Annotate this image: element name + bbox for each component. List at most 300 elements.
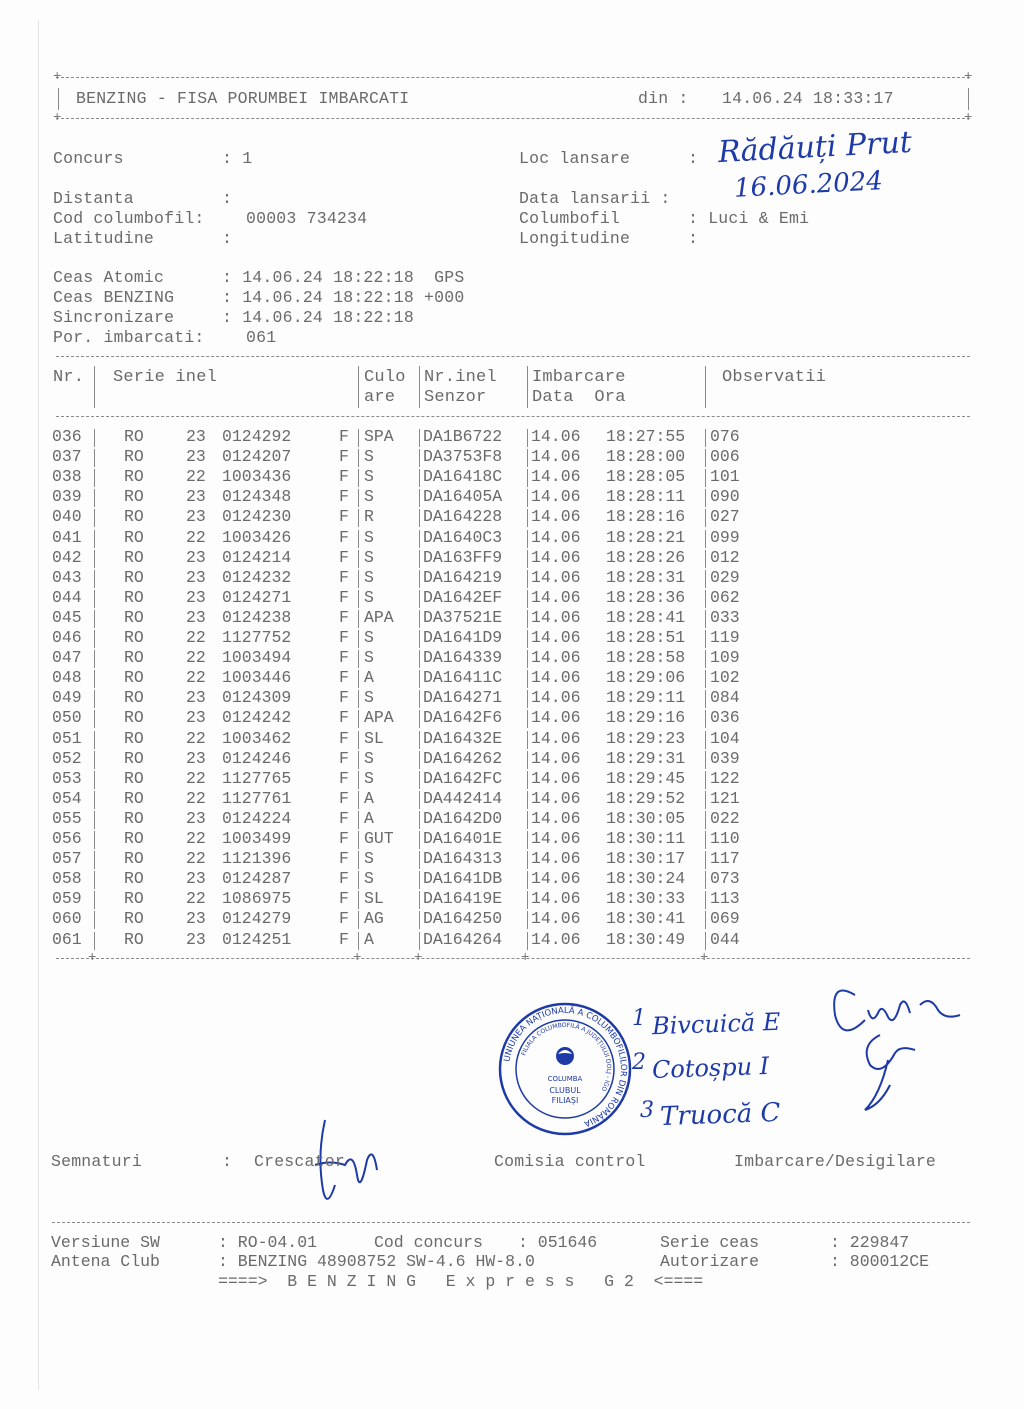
cell-data: 14.06 <box>531 808 581 828</box>
col-divider <box>358 731 359 749</box>
col-divider <box>358 690 359 708</box>
col-divider <box>94 851 95 869</box>
col-divider <box>358 489 359 507</box>
col-divider <box>419 449 420 467</box>
cell-observatii: 076 <box>710 427 740 446</box>
cell-serie: 0124287 <box>222 869 292 889</box>
table-row <box>52 648 972 668</box>
cell-observatii: 084 <box>710 688 740 708</box>
cell-serie: 0124271 <box>222 587 292 607</box>
cell-culoare: S <box>364 547 374 567</box>
col-divider <box>94 650 95 668</box>
distanta-value: : <box>222 189 233 208</box>
cell-nr: 059 <box>52 889 82 909</box>
cell-ora: 18:28:31 <box>606 567 686 587</box>
semnaturi-colon: : <box>222 1152 233 1171</box>
cell-tara: RO <box>124 628 144 647</box>
cell-sex: F <box>339 768 349 788</box>
cell-tara: RO <box>124 909 144 929</box>
cell-observatii: 099 <box>710 527 740 547</box>
antena-label: Antena Club <box>51 1252 160 1271</box>
col-divider <box>94 690 95 708</box>
signature-scribble-right <box>820 965 970 1145</box>
cell-observatii: 044 <box>710 929 740 949</box>
col-divider <box>419 509 420 527</box>
col-divider <box>527 911 528 929</box>
cell-nr: 040 <box>52 507 82 527</box>
col-divider <box>94 550 95 568</box>
cell-data: 14.06 <box>531 668 581 688</box>
cell-nr: 053 <box>52 768 82 788</box>
commission-member-1: Bivcuică E <box>651 1007 781 1041</box>
header-right-bar <box>968 88 969 110</box>
col-divider <box>705 610 706 628</box>
cell-data: 14.06 <box>531 708 581 728</box>
cell-ora: 18:28:11 <box>606 487 686 507</box>
cell-sex: F <box>339 889 349 909</box>
col-divider <box>705 469 706 487</box>
columbofil-label: Columbofil <box>519 209 621 228</box>
table-row <box>52 467 972 487</box>
cell-senzor: DA16418C <box>423 467 503 487</box>
col-divider <box>358 650 359 668</box>
club-stamp <box>498 1002 632 1136</box>
col-divider <box>419 429 420 447</box>
col-divider <box>527 831 528 849</box>
versiune-label: Versiune SW <box>51 1233 160 1252</box>
cell-an: 23 <box>186 567 206 587</box>
cell-sex: F <box>339 587 349 607</box>
cell-an: 23 <box>186 808 206 828</box>
col-divider <box>358 851 359 869</box>
col-divider <box>419 469 420 487</box>
col-divider <box>527 670 528 688</box>
cell-senzor: DA16401E <box>423 829 503 848</box>
cell-serie: 1086975 <box>222 889 292 909</box>
cell-an: 23 <box>186 748 206 768</box>
col-divider <box>94 751 95 769</box>
commission-number-1: 1 <box>632 1006 646 1031</box>
col-divider <box>527 932 528 950</box>
cell-senzor: DA1641DB <box>423 869 503 889</box>
cell-sex: F <box>339 829 349 848</box>
cell-data: 14.06 <box>531 849 581 869</box>
cell-an: 23 <box>186 688 206 708</box>
col-divider <box>419 690 420 708</box>
cell-observatii: 104 <box>710 728 740 748</box>
col-divider <box>705 590 706 608</box>
columbofil-value: : Luci & Emi <box>688 209 810 228</box>
col-divider <box>705 670 706 688</box>
cell-serie: 0124251 <box>222 929 292 949</box>
col-divider <box>94 771 95 789</box>
cell-ora: 18:30:33 <box>606 889 686 909</box>
cell-an: 23 <box>186 909 206 929</box>
col-divider <box>94 449 95 467</box>
cell-data: 14.06 <box>531 467 581 487</box>
table-bottom-border <box>56 958 970 959</box>
cell-observatii: 022 <box>710 808 740 828</box>
col-divider <box>419 751 420 769</box>
cell-nr: 058 <box>52 869 82 889</box>
table-row <box>52 869 972 889</box>
cell-nr: 045 <box>52 607 82 627</box>
col-divider <box>358 469 359 487</box>
cell-culoare: S <box>364 648 374 668</box>
cod-columbofil-label: Cod columbofil: <box>53 209 205 228</box>
col-divider <box>527 469 528 487</box>
col-header-culoare-2: are <box>364 388 396 407</box>
cell-observatii: 110 <box>710 829 740 848</box>
col-divider <box>358 791 359 809</box>
cell-ora: 18:29:31 <box>606 748 686 768</box>
cell-senzor: DA37521E <box>423 607 503 627</box>
cell-tara: RO <box>124 507 144 527</box>
cell-senzor: DA164339 <box>423 648 503 668</box>
cell-sex: F <box>339 849 349 869</box>
table-row <box>52 809 972 829</box>
cell-an: 23 <box>186 487 206 507</box>
table-row <box>52 789 972 809</box>
latitudine-value: : <box>222 229 233 248</box>
cell-serie: 1127761 <box>222 788 292 808</box>
cell-senzor: DA1642FC <box>423 768 503 788</box>
loc-lansare-handwritten: Rădăuți Prut <box>717 124 913 171</box>
cell-sex: F <box>339 808 349 828</box>
versiune-value: : RO-04.01 <box>218 1233 318 1252</box>
cell-observatii: 027 <box>710 507 740 527</box>
cell-serie: 0124242 <box>222 708 292 728</box>
cell-an: 22 <box>186 889 206 909</box>
col-divider <box>358 871 359 889</box>
cell-tara: RO <box>124 728 144 748</box>
longitudine-value: : <box>688 229 699 248</box>
col-divider <box>358 891 359 909</box>
cell-culoare: S <box>364 567 374 587</box>
cell-ora: 18:29:06 <box>606 668 686 688</box>
table-header-border <box>56 416 970 417</box>
cell-culoare: S <box>364 447 374 467</box>
col-divider <box>419 630 420 648</box>
cell-tara: RO <box>124 829 144 848</box>
cell-ora: 18:28:00 <box>606 447 686 467</box>
commission-member-3: Truocă C <box>659 1097 781 1133</box>
antena-value: : BENZING 48908752 SW-4.6 HW-8.0 <box>218 1252 535 1271</box>
cell-senzor: DA1642F6 <box>423 708 503 728</box>
cell-sex: F <box>339 648 349 668</box>
cell-nr: 036 <box>52 427 82 446</box>
cell-tara: RO <box>124 929 144 949</box>
corner-plus: + <box>53 110 62 126</box>
cell-data: 14.06 <box>531 527 581 547</box>
col-divider <box>527 791 528 809</box>
col-divider <box>358 570 359 588</box>
col-divider <box>705 891 706 909</box>
cell-observatii: 090 <box>710 487 740 507</box>
cell-nr: 048 <box>52 668 82 688</box>
cell-data: 14.06 <box>531 507 581 527</box>
cell-senzor: DA164313 <box>423 849 503 869</box>
col-divider <box>705 710 706 728</box>
col-divider <box>527 811 528 829</box>
corner-plus: + <box>88 950 97 966</box>
col-divider <box>94 891 95 909</box>
corner-plus: + <box>53 69 62 85</box>
table-row <box>52 688 972 708</box>
cell-observatii: 039 <box>710 748 740 768</box>
cell-sex: F <box>339 869 349 889</box>
cell-observatii: 102 <box>710 668 740 688</box>
col-divider <box>94 831 95 849</box>
cell-nr: 051 <box>52 728 82 748</box>
col-divider <box>94 731 95 749</box>
cell-sex: F <box>339 748 349 768</box>
col-divider <box>705 570 706 588</box>
col-divider <box>705 509 706 527</box>
col-divider <box>527 871 528 889</box>
cell-tara: RO <box>124 607 144 627</box>
col-divider <box>419 911 420 929</box>
cell-an: 23 <box>186 547 206 567</box>
cell-senzor: DA1640C3 <box>423 527 503 547</box>
cell-culoare: R <box>364 507 374 527</box>
cell-ora: 18:28:36 <box>606 587 686 607</box>
cell-data: 14.06 <box>531 688 581 708</box>
table-row <box>52 849 972 869</box>
cell-culoare: AG <box>364 909 384 929</box>
col-divider <box>527 891 528 909</box>
col-divider <box>527 366 528 408</box>
cell-data: 14.06 <box>531 768 581 788</box>
cell-nr: 060 <box>52 909 82 929</box>
cell-sex: F <box>339 427 349 446</box>
table-row <box>52 548 972 568</box>
corner-plus: + <box>700 950 709 966</box>
col-divider <box>527 509 528 527</box>
cell-tara: RO <box>124 849 144 869</box>
ceas-benzing-value: : 14.06.24 18:22:18 +000 <box>222 288 465 307</box>
cell-sex: F <box>339 607 349 627</box>
col-divider <box>419 650 420 668</box>
cell-senzor: DA164264 <box>423 929 503 949</box>
col-divider <box>94 932 95 950</box>
cell-sex: F <box>339 909 349 929</box>
document-title: BENZING - FISA PORUMBEI IMBARCATI <box>76 89 410 108</box>
ceas-atomic-label: Ceas Atomic <box>53 268 165 287</box>
col-divider <box>358 610 359 628</box>
cell-nr: 054 <box>52 788 82 808</box>
cell-culoare: A <box>364 788 374 808</box>
col-divider <box>419 489 420 507</box>
cell-data: 14.06 <box>531 909 581 929</box>
col-divider <box>419 366 420 408</box>
cell-data: 14.06 <box>531 547 581 567</box>
cell-senzor: DA164250 <box>423 909 503 929</box>
cell-observatii: 029 <box>710 567 740 587</box>
cell-ora: 18:30:24 <box>606 869 686 889</box>
col-divider <box>527 590 528 608</box>
col-divider <box>94 509 95 527</box>
cell-serie: 0124279 <box>222 909 292 929</box>
col-divider <box>527 851 528 869</box>
cell-tara: RO <box>124 768 144 788</box>
cell-observatii: 012 <box>710 547 740 567</box>
cell-culoare: SL <box>364 889 384 909</box>
por-imbarcati-label: Por. imbarcati: <box>53 328 205 347</box>
cell-serie: 1121396 <box>222 849 292 869</box>
cell-data: 14.06 <box>531 748 581 768</box>
table-row <box>52 507 972 527</box>
cell-serie: 1127765 <box>222 768 292 788</box>
cell-serie: 0124214 <box>222 547 292 567</box>
cell-tara: RO <box>124 648 144 668</box>
col-divider <box>358 449 359 467</box>
cell-tara: RO <box>124 869 144 889</box>
cell-data: 14.06 <box>531 587 581 607</box>
cell-serie: 0124292 <box>222 427 292 446</box>
col-divider <box>94 469 95 487</box>
serie-ceas-value: : 229847 <box>830 1233 910 1252</box>
data-lansarii-handwritten: 16.06.2024 <box>733 166 884 204</box>
cell-nr: 055 <box>52 808 82 828</box>
col-divider <box>527 449 528 467</box>
cell-serie: 1003462 <box>222 728 292 748</box>
col-divider <box>705 630 706 648</box>
header-left-bar <box>58 88 59 110</box>
col-divider <box>358 831 359 849</box>
cell-culoare: A <box>364 668 374 688</box>
cell-an: 23 <box>186 427 206 446</box>
cell-culoare: A <box>364 929 374 949</box>
cell-sex: F <box>339 788 349 808</box>
latitudine-label: Latitudine <box>53 229 155 248</box>
footer-top-border <box>52 1222 970 1223</box>
distanta-label: Distanta <box>53 189 134 208</box>
cell-ora: 18:29:16 <box>606 708 686 728</box>
table-row <box>52 427 972 447</box>
col-divider <box>527 771 528 789</box>
header-bottom-border <box>56 118 970 119</box>
cell-serie: 0124309 <box>222 688 292 708</box>
cell-senzor: DA1642EF <box>423 587 503 607</box>
cell-nr: 043 <box>52 567 82 587</box>
cell-observatii: 121 <box>710 788 740 808</box>
cell-data: 14.06 <box>531 929 581 949</box>
col-divider <box>419 771 420 789</box>
col-divider <box>419 851 420 869</box>
col-divider <box>419 891 420 909</box>
cell-tara: RO <box>124 547 144 567</box>
cell-serie: 0124246 <box>222 748 292 768</box>
table-row <box>52 769 972 789</box>
cell-an: 23 <box>186 607 206 627</box>
cell-tara: RO <box>124 587 144 607</box>
col-divider <box>94 610 95 628</box>
loc-lansare-colon: : <box>688 149 699 168</box>
benzing-banner: ====> B E N Z I N G E x p r e s s G 2 <==== <box>218 1272 704 1291</box>
cell-senzor: DA3753F8 <box>423 447 503 467</box>
col-divider <box>94 366 95 408</box>
cell-ora: 18:29:45 <box>606 768 686 788</box>
col-divider <box>419 831 420 849</box>
table-row <box>52 568 972 588</box>
cell-ora: 18:30:11 <box>606 829 686 848</box>
cell-tara: RO <box>124 427 144 446</box>
cod-concurs-label: Cod concurs <box>374 1233 483 1252</box>
col-divider <box>358 811 359 829</box>
cell-serie: 0124232 <box>222 567 292 587</box>
cell-data: 14.06 <box>531 447 581 467</box>
cod-columbofil-value: 00003 734234 <box>246 209 368 228</box>
cell-sex: F <box>339 547 349 567</box>
col-divider <box>358 771 359 789</box>
cell-sex: F <box>339 487 349 507</box>
cell-serie: 1003446 <box>222 668 292 688</box>
longitudine-label: Longitudine <box>519 229 631 248</box>
cell-culoare: S <box>364 688 374 708</box>
cell-senzor: DA1B6722 <box>423 427 503 446</box>
col-divider <box>705 690 706 708</box>
cell-observatii: 119 <box>710 628 740 647</box>
col-divider <box>94 630 95 648</box>
table-row <box>52 889 972 909</box>
col-header-serie-inel: Serie inel <box>113 368 218 387</box>
cell-ora: 18:30:05 <box>606 808 686 828</box>
cell-serie: 0124224 <box>222 808 292 828</box>
cell-nr: 044 <box>52 587 82 607</box>
corner-plus: + <box>353 950 362 966</box>
col-divider <box>358 550 359 568</box>
col-divider <box>705 530 706 548</box>
col-divider <box>358 932 359 950</box>
cell-nr: 047 <box>52 648 82 668</box>
concurs-label: Concurs <box>53 149 124 168</box>
commission-member-2: Cotoșpu I <box>651 1051 770 1085</box>
col-divider <box>705 831 706 849</box>
col-divider <box>705 366 706 408</box>
cell-senzor: DA16419E <box>423 889 503 909</box>
col-divider <box>705 871 706 889</box>
din-timestamp: 14.06.24 18:33:17 <box>722 89 894 108</box>
stamp-outer-text: UNIUNEA NAȚIONALĂ A COLUMBOFILILOR DIN ROMÂNIA <box>502 1005 629 1129</box>
col-divider <box>419 550 420 568</box>
cell-ora: 18:29:23 <box>606 728 686 748</box>
cell-senzor: DA16432E <box>423 728 503 748</box>
cell-serie: 0124348 <box>222 487 292 507</box>
cell-serie: 1003436 <box>222 467 292 487</box>
scan-edge <box>38 20 39 1390</box>
cell-tara: RO <box>124 708 144 728</box>
cell-observatii: 036 <box>710 708 740 728</box>
cell-nr: 052 <box>52 748 82 768</box>
cell-serie: 0124207 <box>222 447 292 467</box>
table-row <box>52 708 972 728</box>
col-divider <box>705 932 706 950</box>
cell-ora: 18:28:21 <box>606 527 686 547</box>
col-divider <box>527 570 528 588</box>
stamp-center-1: COLUMBA <box>547 1075 583 1083</box>
cell-culoare: S <box>364 527 374 547</box>
cell-observatii: 073 <box>710 869 740 889</box>
cell-nr: 038 <box>52 467 82 487</box>
cell-data: 14.06 <box>531 628 581 647</box>
cod-concurs-value: : 051646 <box>518 1233 598 1252</box>
cell-observatii: 062 <box>710 587 740 607</box>
col-divider <box>419 811 420 829</box>
cell-data: 14.06 <box>531 728 581 748</box>
cell-nr: 057 <box>52 849 82 869</box>
cell-sex: F <box>339 728 349 748</box>
